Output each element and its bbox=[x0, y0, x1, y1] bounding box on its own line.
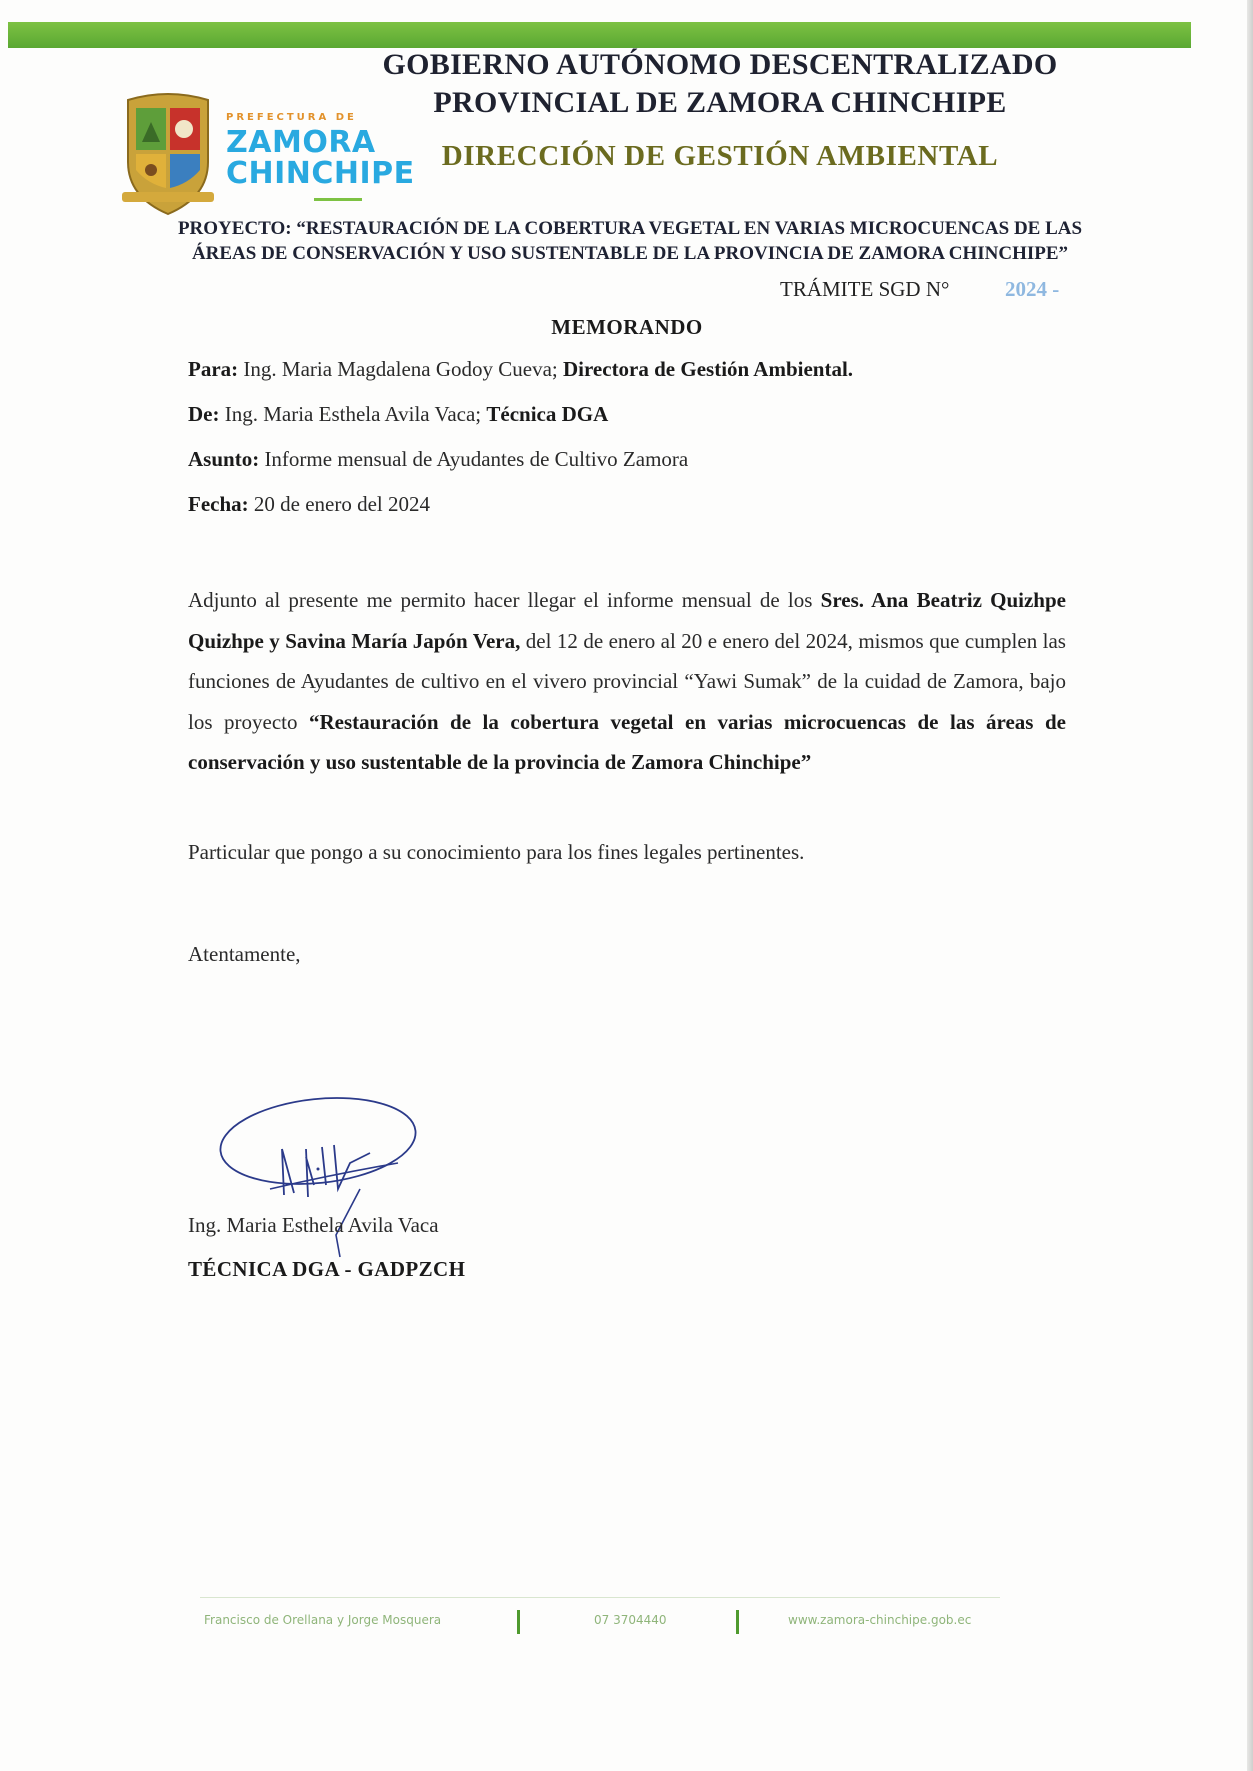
body-project-name: “Restauración de la cobertura vegetal en varias microcuencas de las áreas de conservación y uso sustentable de la provincia de Zamora Chinchipe” bbox=[188, 709, 1066, 774]
footer-phone: 07 3704440 bbox=[594, 1613, 667, 1627]
header-green-band bbox=[8, 22, 1191, 48]
header-title-line2: PROVINCIAL DE ZAMORA CHINCHIPE bbox=[433, 86, 1007, 119]
signature-title: TÉCNICA DGA - GADPZCH bbox=[188, 1257, 466, 1281]
page-edge bbox=[1247, 0, 1253, 1771]
header-title-line1: GOBIERNO AUTÓNOMO DESCENTRALIZADO bbox=[382, 48, 1058, 81]
field-para-role: Directora de Gestión Ambiental. bbox=[562, 357, 854, 381]
project-title-line2: ÁREAS DE CONSERVACIÓN Y USO SUSTENTABLE DE LA PROVINCIA DE ZAMORA CHINCHIPE” bbox=[191, 243, 1069, 264]
field-para-label: Para: bbox=[188, 357, 239, 381]
department-title: DIRECCIÓN DE GESTIÓN AMBIENTAL bbox=[441, 140, 999, 172]
field-fecha-label: Fecha: bbox=[188, 492, 249, 516]
logo-underline bbox=[314, 198, 362, 201]
memo-title: MEMORANDO bbox=[551, 315, 703, 339]
logo-chinchipe-label: CHINCHIPE bbox=[226, 156, 415, 191]
body-text-2: del 12 de enero al 20 e enero del 2024, mismos que cumplen las funciones de Ayudantes de cultivo en el vivero provincial “Yawi Sumak” de la cuidad de Zamora, bajo los proyecto bbox=[188, 628, 1066, 734]
footer-divider bbox=[200, 1597, 1000, 1598]
logo-prefectura-label: PREFECTURA DE bbox=[226, 112, 357, 123]
project-title-line1: PROYECTO: “RESTAURACIÓN DE LA COBERTURA VEGETAL EN VARIAS MICROCUENCAS DE LAS bbox=[177, 218, 1083, 239]
field-para bbox=[188, 357, 853, 382]
field-para-value: Ing. Maria Magdalena Godoy Cueva; bbox=[243, 357, 558, 381]
field-de bbox=[188, 402, 608, 427]
field-fecha-value: 20 de enero del 2024 bbox=[253, 492, 431, 516]
signature-name: Ing. Maria Esthela Avila Vaca bbox=[188, 1213, 439, 1237]
body-text-1: Adjunto al presente me permito hacer llegar el informe mensual de los bbox=[188, 588, 821, 612]
body-names: Sres. Ana Beatriz Quizhpe Quizhpe y Savina María Japón Vera, bbox=[188, 588, 1066, 653]
body-paragraph bbox=[188, 580, 1066, 783]
field-asunto-value: Informe mensual de Ayudantes de Cultivo Zamora bbox=[264, 447, 689, 471]
footer-separator bbox=[736, 1610, 739, 1634]
coat-of-arms-logo bbox=[118, 92, 218, 217]
project-title bbox=[70, 216, 1190, 266]
logo-zamora-label: ZAMORA bbox=[226, 125, 376, 160]
field-de-role: Técnica DGA bbox=[486, 402, 609, 426]
footer-address: Francisco de Orellana y Jorge Mosquera bbox=[204, 1613, 442, 1627]
field-asunto-label: Asunto: bbox=[188, 447, 260, 471]
footer-website: www.zamora-chinchipe.gob.ec bbox=[788, 1613, 972, 1627]
field-de-value: Ing. Maria Esthela Avila Vaca; bbox=[224, 402, 482, 426]
field-asunto bbox=[188, 447, 688, 472]
field-fecha bbox=[188, 492, 430, 517]
tramite-label: TRÁMITE SGD N° bbox=[780, 277, 950, 301]
tramite-number: 2024 - bbox=[1005, 277, 1060, 301]
closing-paragraph: Particular que pongo a su conocimiento para los fines legales pertinentes. bbox=[188, 840, 805, 864]
field-de-label: De: bbox=[188, 402, 220, 426]
closing-salutation: Atentamente, bbox=[188, 942, 301, 966]
footer-separator bbox=[517, 1610, 520, 1634]
